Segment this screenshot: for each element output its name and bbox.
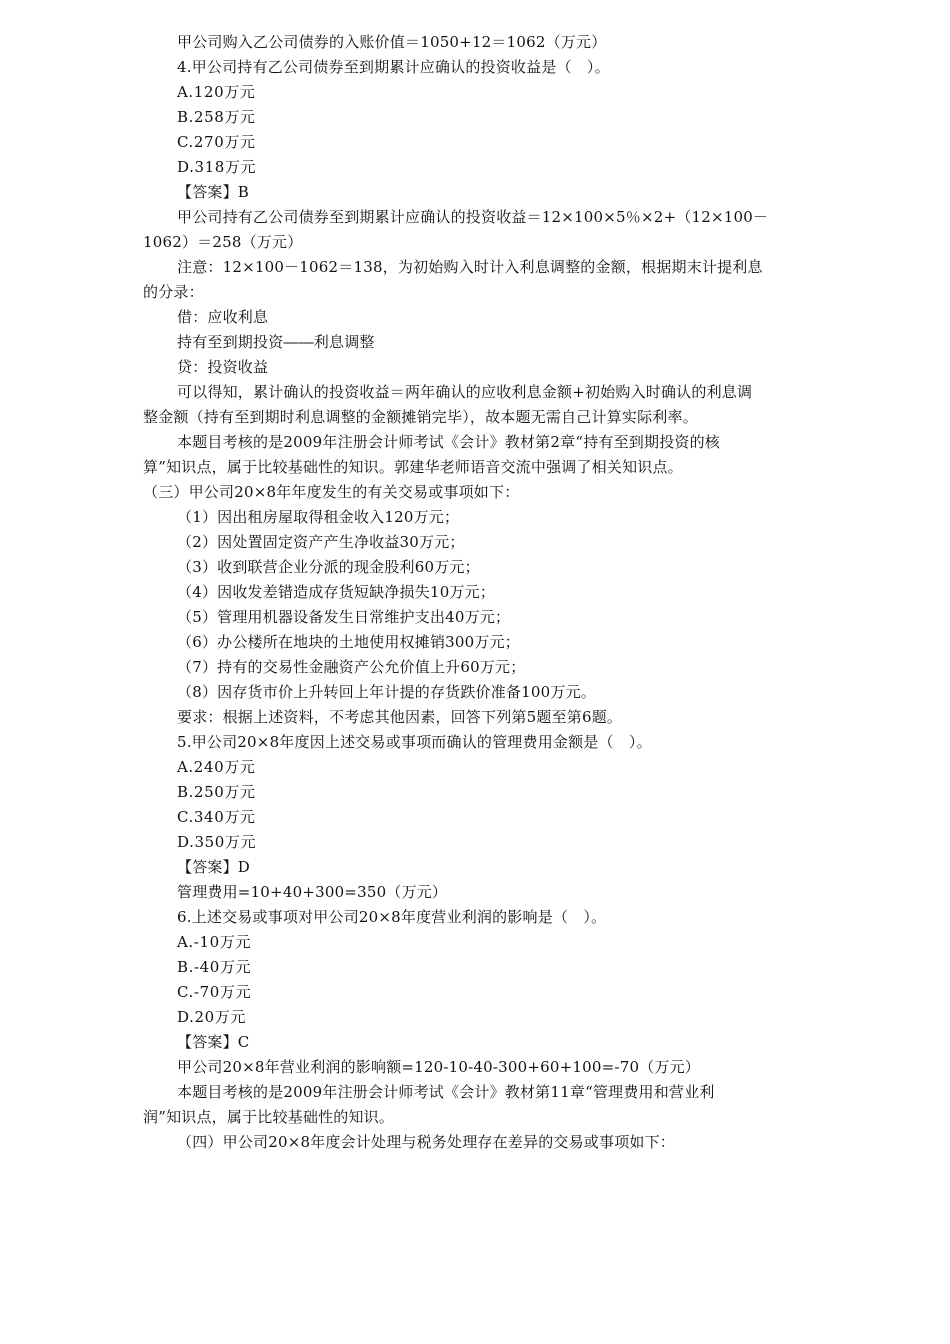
list-item: （5）管理用机器设备发生日常维护支出40万元； <box>177 608 511 626</box>
list-item: （7）持有的交易性金融资产公允价值上升60万元； <box>177 658 526 676</box>
answer-label: 【答案】C <box>177 1033 250 1051</box>
text-line: 的分录： <box>143 283 204 301</box>
text-line: 甲公司购入乙公司债券的入账价值＝1050+12＝1062（万元） <box>177 33 607 51</box>
list-item: （8）因存货市价上升转回上年计提的存货跌价准备100万元。 <box>177 683 596 701</box>
option-c: C.-70万元 <box>177 983 252 1001</box>
answer-label: 【答案】B <box>177 183 250 201</box>
section-heading: （三）甲公司20×8年年度发生的有关交易或事项如下： <box>143 483 520 501</box>
text-line: 甲公司20×8年营业利润的影响额=120-10-40-300+60+100=-70（万元） <box>177 1058 700 1076</box>
text-line: 管理费用=10+40+300=350（万元） <box>177 883 448 901</box>
option-b: B.258万元 <box>177 108 256 126</box>
option-a: A.-10万元 <box>177 933 251 951</box>
answer-label: 【答案】D <box>177 858 251 876</box>
text-line: 本题目考核的是2009年注册会计师考试《会计》教材第11章“管理费用和营业利 <box>177 1083 715 1101</box>
option-c: C.340万元 <box>177 808 256 826</box>
question-4: 4.甲公司持有乙公司债券至到期累计应确认的投资收益是（ ）。 <box>177 58 610 76</box>
list-item: （2）因处置固定资产产生净收益30万元； <box>177 533 465 551</box>
option-c: C.270万元 <box>177 133 256 151</box>
question-5: 5.甲公司20×8年度因上述交易或事项而确认的管理费用金额是（ ）。 <box>177 733 652 751</box>
text-line: 要求：根据上述资料，不考虑其他因素，回答下列第5题至第6题。 <box>177 708 623 726</box>
journal-entry-debit: 持有至到期投资――利息调整 <box>177 333 375 351</box>
option-d: D.350万元 <box>177 833 257 851</box>
text-line: 润”知识点，属于比较基础性的知识。 <box>143 1108 395 1126</box>
text-line: 算”知识点，属于比较基础性的知识。郭建华老师语音交流中强调了相关知识点。 <box>143 458 683 476</box>
text-line: 注意：12×100－1062＝138，为初始购入时计入利息调整的金额，根据期末计提利息 <box>177 258 763 276</box>
journal-entry-debit: 借：应收利息 <box>177 308 269 326</box>
list-item: （1）因出租房屋取得租金收入120万元； <box>177 508 460 526</box>
option-b: B.-40万元 <box>177 958 252 976</box>
option-a: A.120万元 <box>177 83 256 101</box>
text-line: 整金额（持有至到期时利息调整的金额摊销完毕），故本题无需自己计算实际利率。 <box>143 408 698 426</box>
question-6: 6.上述交易或事项对甲公司20×8年度营业利润的影响是（ ）。 <box>177 908 607 926</box>
text-line: 甲公司持有乙公司债券至到期累计应确认的投资收益＝12×100×5％×2+（12×100－ <box>177 208 769 226</box>
option-d: D.318万元 <box>177 158 257 176</box>
list-item: （6）办公楼所在地块的土地使用权摊销300万元； <box>177 633 520 651</box>
list-item: （4）因收发差错造成存货短缺净损失10万元； <box>177 583 496 601</box>
text-line: 1062）＝258（万元） <box>143 233 303 251</box>
journal-entry-credit: 贷：投资收益 <box>177 358 269 376</box>
option-b: B.250万元 <box>177 783 256 801</box>
option-d: D.20万元 <box>177 1008 246 1026</box>
text-line: 本题目考核的是2009年注册会计师考试《会计》教材第2章“持有至到期投资的核 <box>177 433 720 451</box>
section-heading: （四）甲公司20×8年度会计处理与税务处理存在差异的交易或事项如下： <box>177 1133 676 1151</box>
text-line: 可以得知，累计确认的投资收益＝两年确认的应收利息金额+初始购入时确认的利息调 <box>177 383 753 401</box>
option-a: A.240万元 <box>177 758 256 776</box>
list-item: （3）收到联营企业分派的现金股利60万元； <box>177 558 480 576</box>
